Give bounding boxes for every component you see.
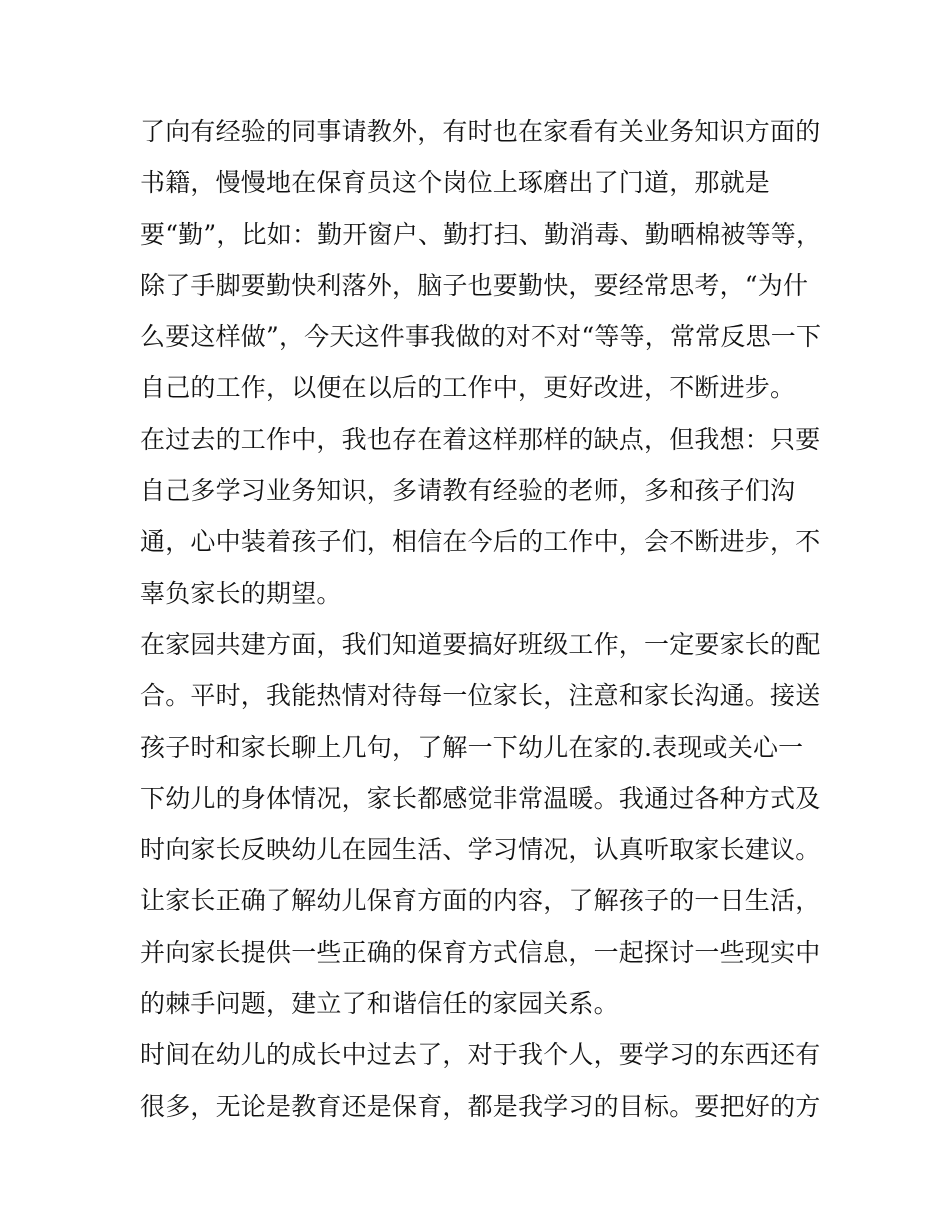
- text-line: 要“勤”，比如：勤开窗户、勤打扫、勤消毒、勤晒棉被等等，: [140, 219, 822, 249]
- text-line: 自己的工作，以便在以后的工作中，更好改进，不断进步。: [140, 373, 796, 403]
- text-line: 并向家长提供一些正确的保育方式信息，一起探讨一些现实中: [140, 937, 821, 967]
- text-line: 时向家长反映幼儿在园生活、学习情况，认真听取家长建议。: [140, 835, 821, 865]
- text-line: 么要这样做”，今天这件事我做的对不对“等等，常常反思一下: [140, 322, 822, 352]
- text-line: 书籍，慢慢地在保育员这个岗位上琢磨出了门道，那就是: [140, 168, 771, 198]
- text-line: 了向有经验的同事请教外，有时也在家看有关业务知识方面的: [140, 117, 821, 146]
- text-line: 下幼儿的身体情况，家长都感觉非常温暖。我通过各种方式及: [140, 783, 821, 813]
- text-line: 通，心中装着孩子们，相信在今后的工作中，会不断进步，不: [140, 527, 821, 557]
- text-line: 除了手脚要勤快利落外，脑子也要勤快，要经常思考，“为什: [140, 270, 809, 300]
- text-line: 很多，无论是教育还是保育，都是我学习的目标。要把好的方: [140, 1091, 821, 1121]
- text-line: 在过去的工作中，我也存在着这样那样的缺点，但我想：只要: [140, 424, 821, 454]
- text-line: 自己多学习业务知识，多请教有经验的老师，多和孩子们沟: [140, 476, 796, 506]
- text-line: 孩子时和家长聊上几句，了解一下幼儿在家的.表现或关心一: [140, 732, 804, 762]
- text-line: 时间在幼儿的成长中过去了，对于我个人，要学习的东西还有: [140, 1040, 821, 1070]
- body-text: [140, 106, 820, 1132]
- text-line: 的棘手问题，建立了和谐信任的家园关系。: [140, 989, 619, 1019]
- text-line: 让家长正确了解幼儿保育方面的内容，了解孩子的一日生活，: [140, 886, 821, 916]
- text-line: 合。平时，我能热情对待每一位家长，注意和家长沟通。接送: [140, 681, 821, 711]
- text-line: 辜负家长的期望。: [140, 578, 342, 608]
- text-line: 在家园共建方面，我们知道要搞好班级工作，一定要家长的配: [140, 629, 821, 659]
